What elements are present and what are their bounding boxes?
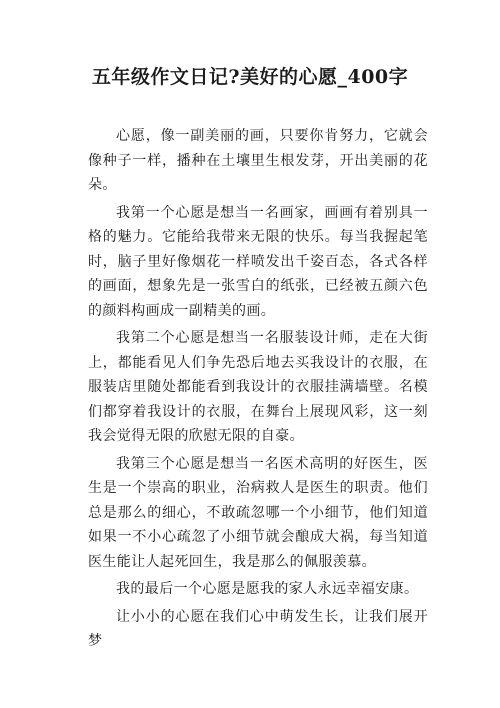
paragraph-wish-designer: 我第二个心愿是想当一名服装设计师，走在大街上，都能看见人们争先恐后地去买我设计的衣服，在服装店里随处都能看到我设计的衣服挂满墙壁。名模们都穿着我设计的衣服，在舞台上展现风彩，这一刻我会觉得无限的欣慰无限的自豪。 [88, 330, 428, 444]
paragraph-intro: 心愿，像一副美丽的画，只要你肯努力，它就会像种子一样，播种在土壤里生根发芽，开出美丽的花朵。 [88, 128, 428, 193]
paragraph-wish-doctor: 我第三个心愿是想当一名医术高明的好医生，医生是一个崇高的职业，治病救人是医生的职责。他们总是那么的细心，不敢疏忽哪一个小细节，他们知道如果一不小心疏忽了小细节就会酿成大祸，每当知道医生能让人起死回生，我是那么的佩服羡慕。 [88, 455, 428, 570]
paragraph-wish-painter: 我第一个心愿是想当一名画家，画画有着别具一格的魅力。它能给我带来无限的快乐。每当我握起笔时，脑子里好像烟花一样喷发出千姿百态，各式各样的画面，想象先是一张雪白的纸张，已经被五颜六色的颜料构画成一副精美的画。 [88, 204, 428, 319]
paragraph-wish-family: 我的最后一个心愿是愿我的家人永远幸福安康。 [116, 581, 419, 597]
document-title: 五年级作文日记?美好的心愿_400字 [91, 66, 409, 88]
paragraph-closing: 让小小的心愿在我们心中萌发生长，让我们展开梦 [88, 608, 428, 649]
document-body [88, 124, 428, 654]
